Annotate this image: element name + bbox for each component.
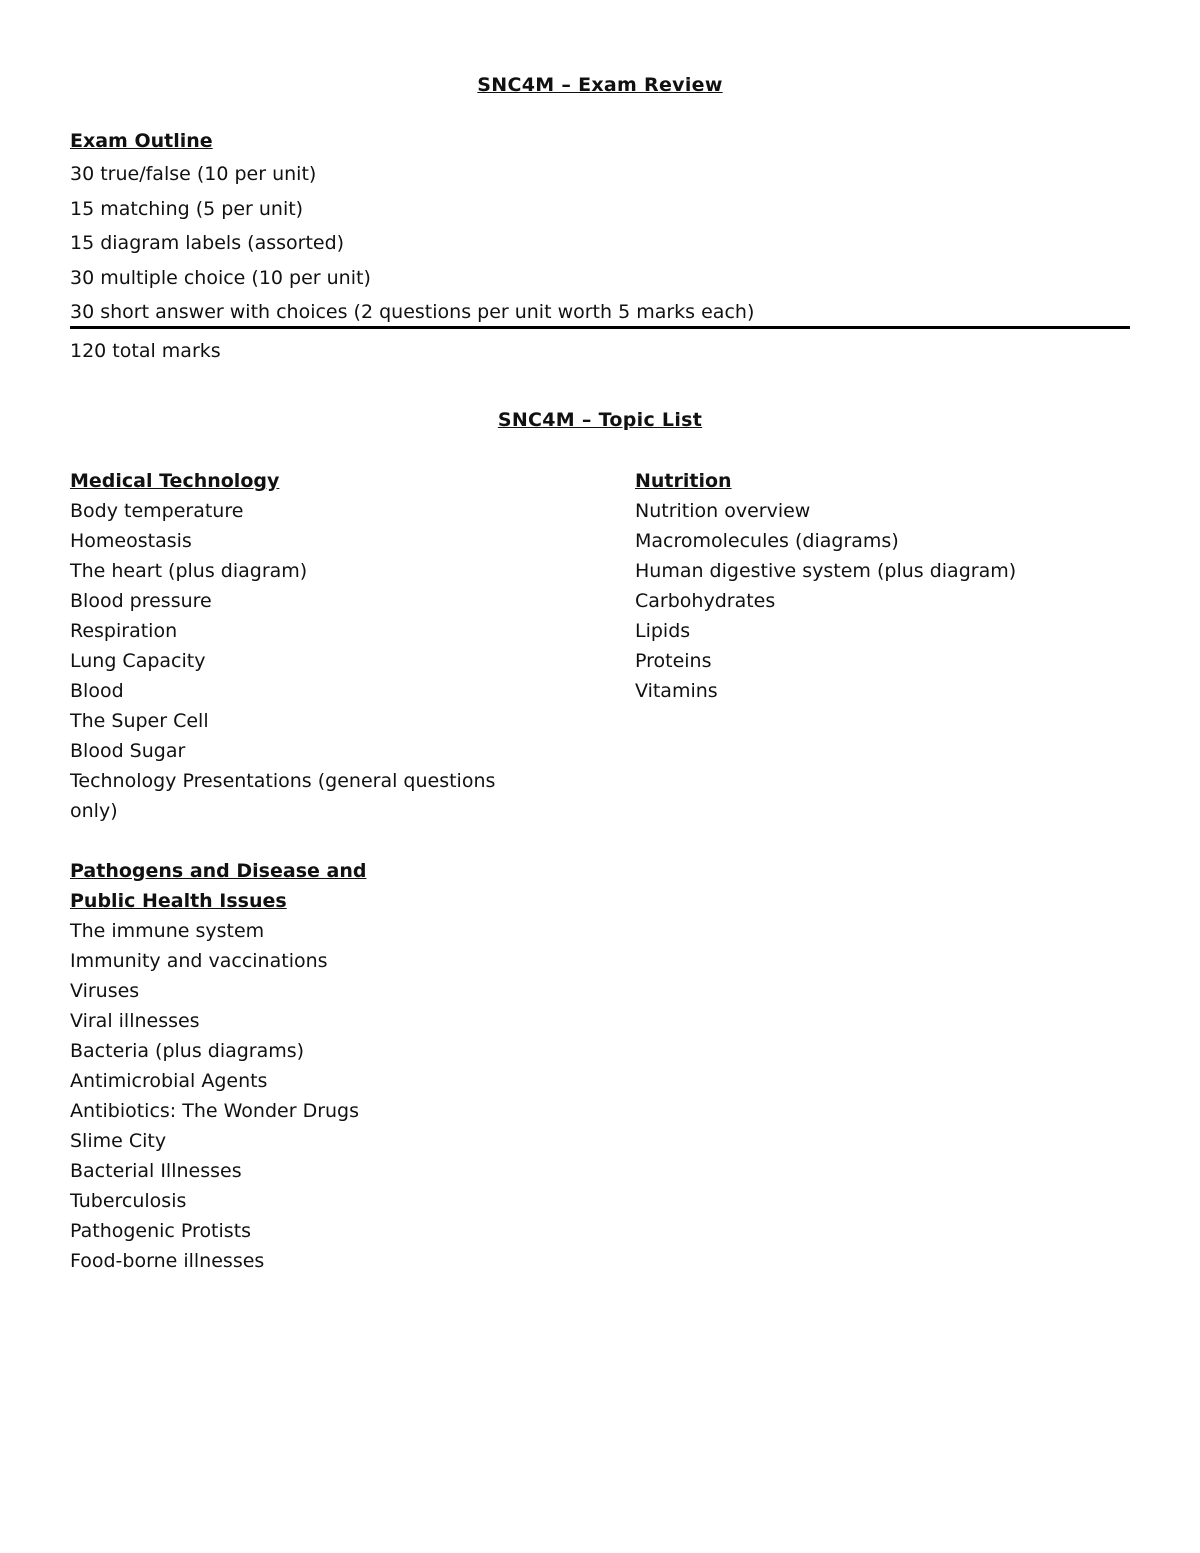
list-item: Respiration xyxy=(70,620,178,642)
outline-item: 30 true/false (10 per unit) xyxy=(70,163,317,185)
exam-review-title: SNC4M – Exam Review xyxy=(477,74,723,96)
list-item: Human digestive system (plus diagram) xyxy=(635,560,1017,582)
medical-technology-list xyxy=(70,496,495,826)
total-marks: 120 total marks xyxy=(70,340,221,362)
nutrition-list xyxy=(635,496,1016,706)
list-item: Bacterial Illnesses xyxy=(70,1160,242,1182)
list-item: The immune system xyxy=(70,920,265,942)
nutrition-heading: Nutrition xyxy=(635,470,732,492)
outline-item: 30 multiple choice (10 per unit) xyxy=(70,267,371,289)
pathogens-list xyxy=(70,916,359,1276)
outline-item: 30 short answer with choices (2 questions per unit worth 5 marks each) xyxy=(70,301,755,323)
list-item: only) xyxy=(70,800,118,822)
pathogens-heading-line1: Pathogens and Disease and xyxy=(70,860,367,882)
list-item: Food-borne illnesses xyxy=(70,1250,265,1272)
list-item: Macromolecules (diagrams) xyxy=(635,530,899,552)
list-item: Viruses xyxy=(70,980,140,1002)
list-item: The Super Cell xyxy=(70,710,209,732)
outline-item: 15 matching (5 per unit) xyxy=(70,198,304,220)
list-item: Proteins xyxy=(635,650,712,672)
list-item: Lipids xyxy=(635,620,691,642)
list-item: Viral illnesses xyxy=(70,1010,200,1032)
list-item: Pathogenic Protists xyxy=(70,1220,252,1242)
list-item: Lung Capacity xyxy=(70,650,206,672)
list-item: Antimicrobial Agents xyxy=(70,1070,268,1092)
pathogens-heading-line2: Public Health Issues xyxy=(70,890,287,912)
list-item: Tuberculosis xyxy=(70,1190,187,1212)
list-item: Immunity and vaccinations xyxy=(70,950,328,972)
list-item: Slime City xyxy=(70,1130,167,1152)
list-item: Blood Sugar xyxy=(70,740,186,762)
list-item: Bacteria (plus diagrams) xyxy=(70,1040,305,1062)
exam-outline-heading: Exam Outline xyxy=(70,130,213,152)
list-item: Blood xyxy=(70,680,124,702)
list-item: The heart (plus diagram) xyxy=(70,560,308,582)
list-item: Technology Presentations (general questions xyxy=(70,770,496,792)
outline-item: 15 diagram labels (assorted) xyxy=(70,232,345,254)
list-item: Nutrition overview xyxy=(635,500,811,522)
total-divider-rule xyxy=(70,326,1130,329)
list-item: Carbohydrates xyxy=(635,590,776,612)
list-item: Homeostasis xyxy=(70,530,192,552)
list-item: Antibiotics: The Wonder Drugs xyxy=(70,1100,360,1122)
medical-technology-heading: Medical Technology xyxy=(70,470,280,492)
topic-list-title: SNC4M – Topic List xyxy=(497,409,703,431)
list-item: Vitamins xyxy=(635,680,718,702)
list-item: Blood pressure xyxy=(70,590,212,612)
list-item: Body temperature xyxy=(70,500,244,522)
